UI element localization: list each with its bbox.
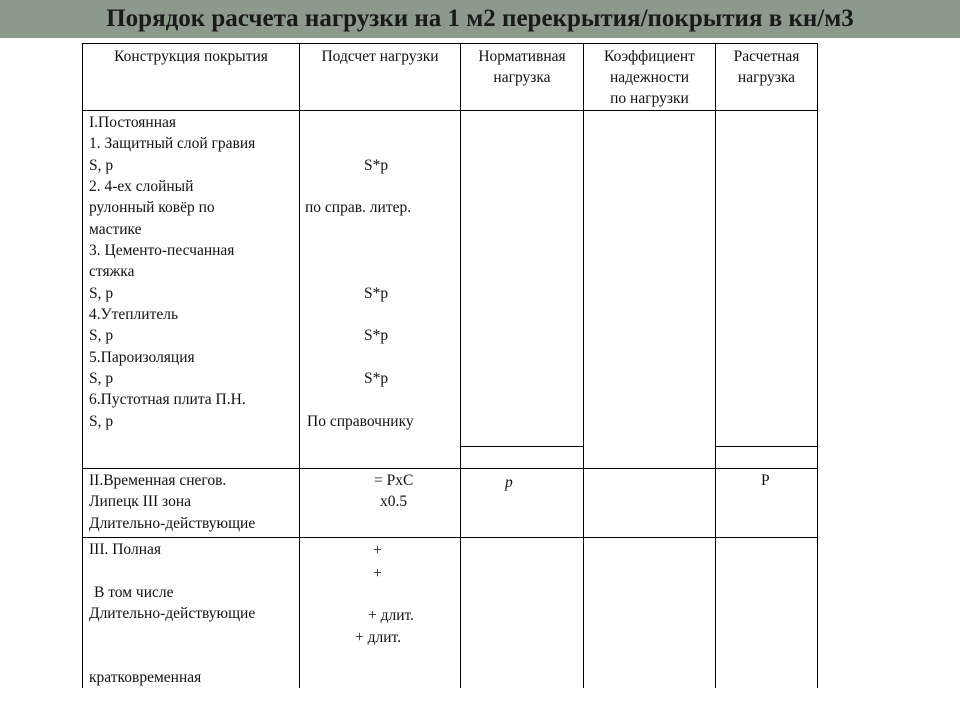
permanent-bottom-border [82, 468, 818, 469]
header-coefficient-line-2: надежности [609, 69, 690, 86]
permanent-construction-line-1: I.Постоянная [89, 114, 176, 131]
permanent-construction-line-5: рулонный ковёр по [89, 199, 215, 216]
temporary-construction-line-2: Липецк III зона [89, 493, 191, 510]
full-calculation-line-1: + [373, 542, 382, 559]
column-divider-3 [583, 43, 584, 688]
table-left-border [82, 43, 83, 688]
full-construction-line-1: III. Полная [89, 541, 162, 558]
permanent-construction-line-12: 5.Пароизоляция [89, 349, 195, 366]
table-top-border [82, 43, 818, 44]
permanent-calculation-line-3: S*p [364, 285, 389, 302]
title-bar [0, 0, 960, 38]
permanent-construction-line-13: S, p [89, 370, 114, 387]
permanent-construction-line-7: 3. Цементо-песчанная [89, 242, 235, 259]
full-calculation-line-2: + [373, 565, 382, 582]
full-calculation-line-3: + длит. [368, 607, 415, 624]
temporary-bottom-border [82, 537, 818, 538]
permanent-construction-line-4: 2. 4-ех слойный [89, 178, 194, 195]
header-normative-line-1: Нормативная [478, 48, 566, 65]
permanent-construction-line-14: 6.Пустотная плита П.Н. [89, 391, 246, 408]
table-right-border [817, 43, 818, 688]
full-construction-line-3: Длительно-действующие [89, 605, 256, 622]
temporary-design-value: P [761, 472, 770, 489]
header-calculation: Подсчет нагрузки [321, 48, 439, 65]
permanent-construction-line-6: мастике [89, 221, 142, 238]
temporary-construction-line-1: II.Временная снегов. [89, 472, 227, 489]
header-coefficient-line-1: Коэффициент [604, 48, 695, 65]
permanent-subdivider [461, 446, 584, 447]
permanent-calculation-line-6: По справочнику [307, 413, 414, 430]
temporary-construction-line-3: Длительно-действующие [89, 515, 256, 532]
full-construction-line-4: кратковременная [89, 669, 202, 686]
header-normative-line-2: нагрузка [493, 69, 551, 86]
permanent-calculation-line-2: по справ. литер. [305, 199, 412, 216]
header-bottom-border [82, 110, 818, 111]
full-construction-line-2: В том числе [94, 584, 174, 601]
permanent-construction-line-3: S, p [89, 157, 114, 174]
permanent-calculation-line-4: S*p [364, 327, 389, 344]
permanent-subdivider-right [716, 446, 818, 447]
temporary-calculation-line-1: = PxC [374, 472, 414, 489]
permanent-construction-line-15: S, p [89, 413, 114, 430]
permanent-construction-line-9: S, p [89, 285, 114, 302]
header-design-line-2: нагрузка [737, 69, 796, 86]
full-calculation-line-4: + длит. [355, 629, 402, 646]
permanent-construction-line-11: S, p [89, 327, 114, 344]
column-divider-2 [460, 43, 461, 688]
column-divider-1 [299, 43, 300, 688]
header-construction: Конструкция покрытия [114, 48, 268, 65]
permanent-calculation-line-5: S*p [364, 370, 389, 387]
permanent-calculation-line-1: S*p [364, 157, 389, 174]
permanent-construction-line-8: стяжка [89, 263, 135, 280]
header-design-line-1: Расчетная [733, 48, 800, 65]
temporary-calculation-line-2: x0.5 [380, 493, 408, 510]
temporary-normative-value: p [505, 474, 513, 491]
permanent-construction-line-10: 4.Утеплитель [89, 306, 179, 323]
page-title: Порядок расчета нагрузки на 1 м2 перекрытия/покрытия в кн/м3 [106, 5, 854, 32]
column-divider-4 [715, 43, 716, 688]
permanent-construction-line-2: 1. Защитный слой гравия [89, 135, 256, 152]
header-coefficient-line-3: по нагрузки [610, 90, 689, 107]
